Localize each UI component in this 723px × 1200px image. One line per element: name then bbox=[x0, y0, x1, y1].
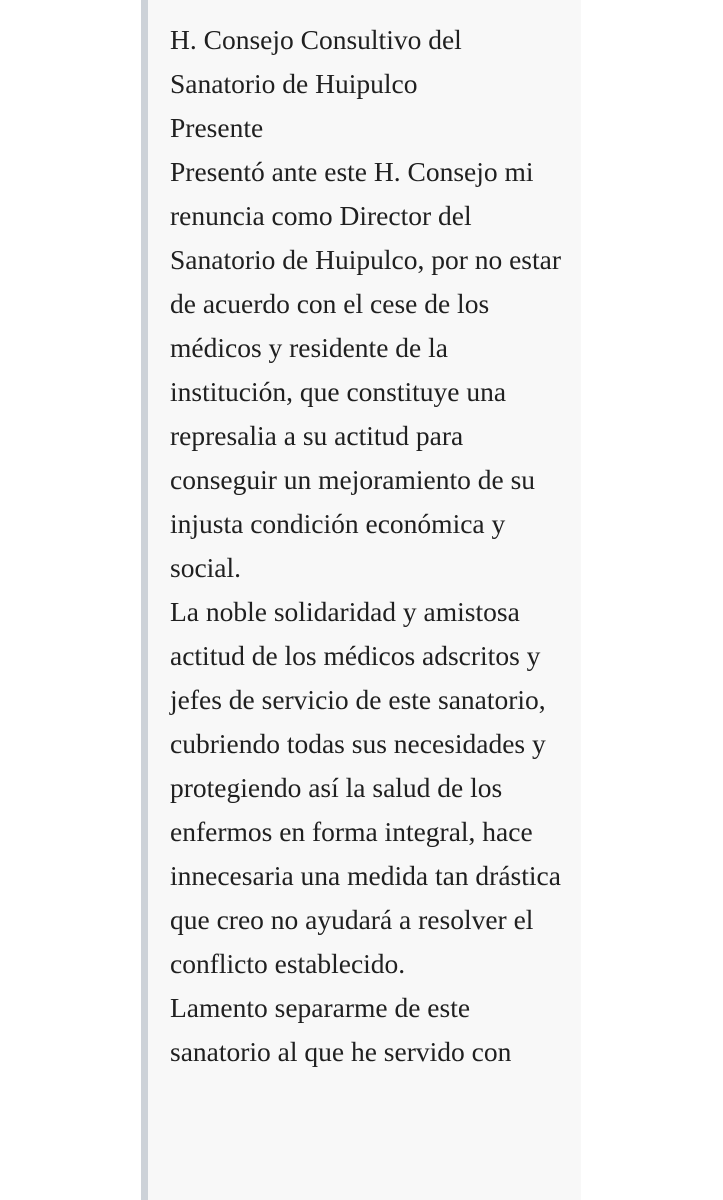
letter-blockquote bbox=[141, 0, 581, 1200]
letter-greeting: Presente bbox=[170, 112, 264, 143]
letter-addressee: H. Consejo Consultivo del Sanatorio de Huipulco bbox=[170, 24, 462, 99]
letter-paragraph-2: La noble solidaridad y amistosa actitud de los médicos adscritos y jefes de servicio de este sanatorio, cubriendo todas sus necesidades y protegiendo así la salud de los enfermos en forma integral, hace innecesaria una medida tan drástica que creo no ayudará a resolver el conflicto establecido. bbox=[170, 596, 561, 979]
letter-paragraph-3: Lamento separarme de este sanatorio al que he servido con bbox=[170, 992, 512, 1067]
letter-paragraph-1: Presentó ante este H. Consejo mi renuncia como Director del Sanatorio de Huipulco, por no estar de acuerdo con el cese de los médicos y residente de la institución, que constituye una represalia a su actitud para conseguir un mejoramiento de su injusta condición económica y social. bbox=[170, 156, 562, 583]
letter-body bbox=[170, 18, 570, 1074]
